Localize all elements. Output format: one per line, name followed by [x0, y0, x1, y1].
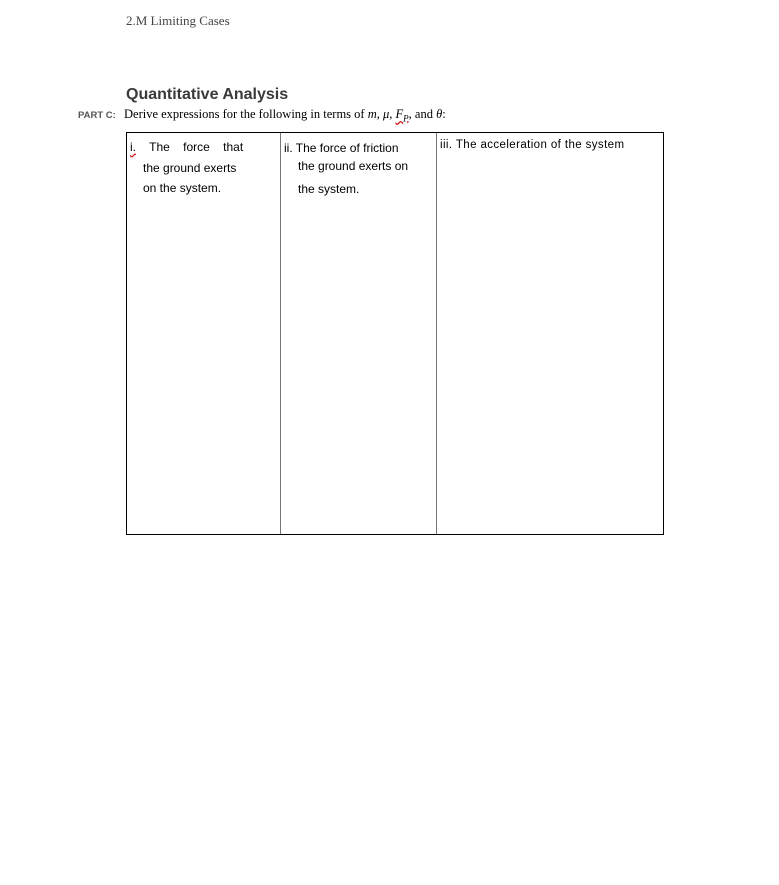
cell-i-line1: i. The force that — [130, 140, 244, 154]
variable-mu: μ — [382, 107, 390, 121]
cell-i-line2: the ground exerts — [143, 160, 237, 175]
answer-cell-i[interactable] — [130, 137, 280, 199]
page-header: 2.M Limiting Cases — [126, 13, 230, 28]
answer-table — [126, 132, 664, 535]
prompt-separator: , — [376, 107, 383, 121]
column-divider — [280, 133, 281, 534]
roman-numeral-i: i. — [130, 140, 136, 154]
variable-theta: θ — [436, 107, 443, 121]
part-prompt — [124, 107, 446, 124]
prompt-end: : — [442, 107, 446, 121]
cell-ii-line3: the system. — [298, 182, 360, 196]
answer-cell-ii[interactable] — [284, 139, 434, 198]
part-label: PART C: — [78, 110, 116, 121]
column-divider — [436, 133, 437, 534]
prompt-separator: , — [389, 107, 396, 121]
prompt-separator: , and — [408, 107, 437, 121]
answer-cell-iii[interactable] — [440, 139, 660, 151]
variable-m: m — [367, 107, 377, 121]
cell-ii-line1: ii. The force of friction — [284, 141, 399, 155]
variable-force-p: $F_P$ — [395, 107, 409, 124]
section-title: Quantitative Analysis — [126, 86, 289, 103]
cell-i-line3: on the system. — [143, 181, 222, 195]
cell-iii-line1: iii. The acceleration of the system — [440, 139, 625, 151]
prompt-start: Derive expressions for the following in terms of — [124, 107, 368, 121]
cell-ii-line2: the ground exerts on — [298, 159, 409, 173]
